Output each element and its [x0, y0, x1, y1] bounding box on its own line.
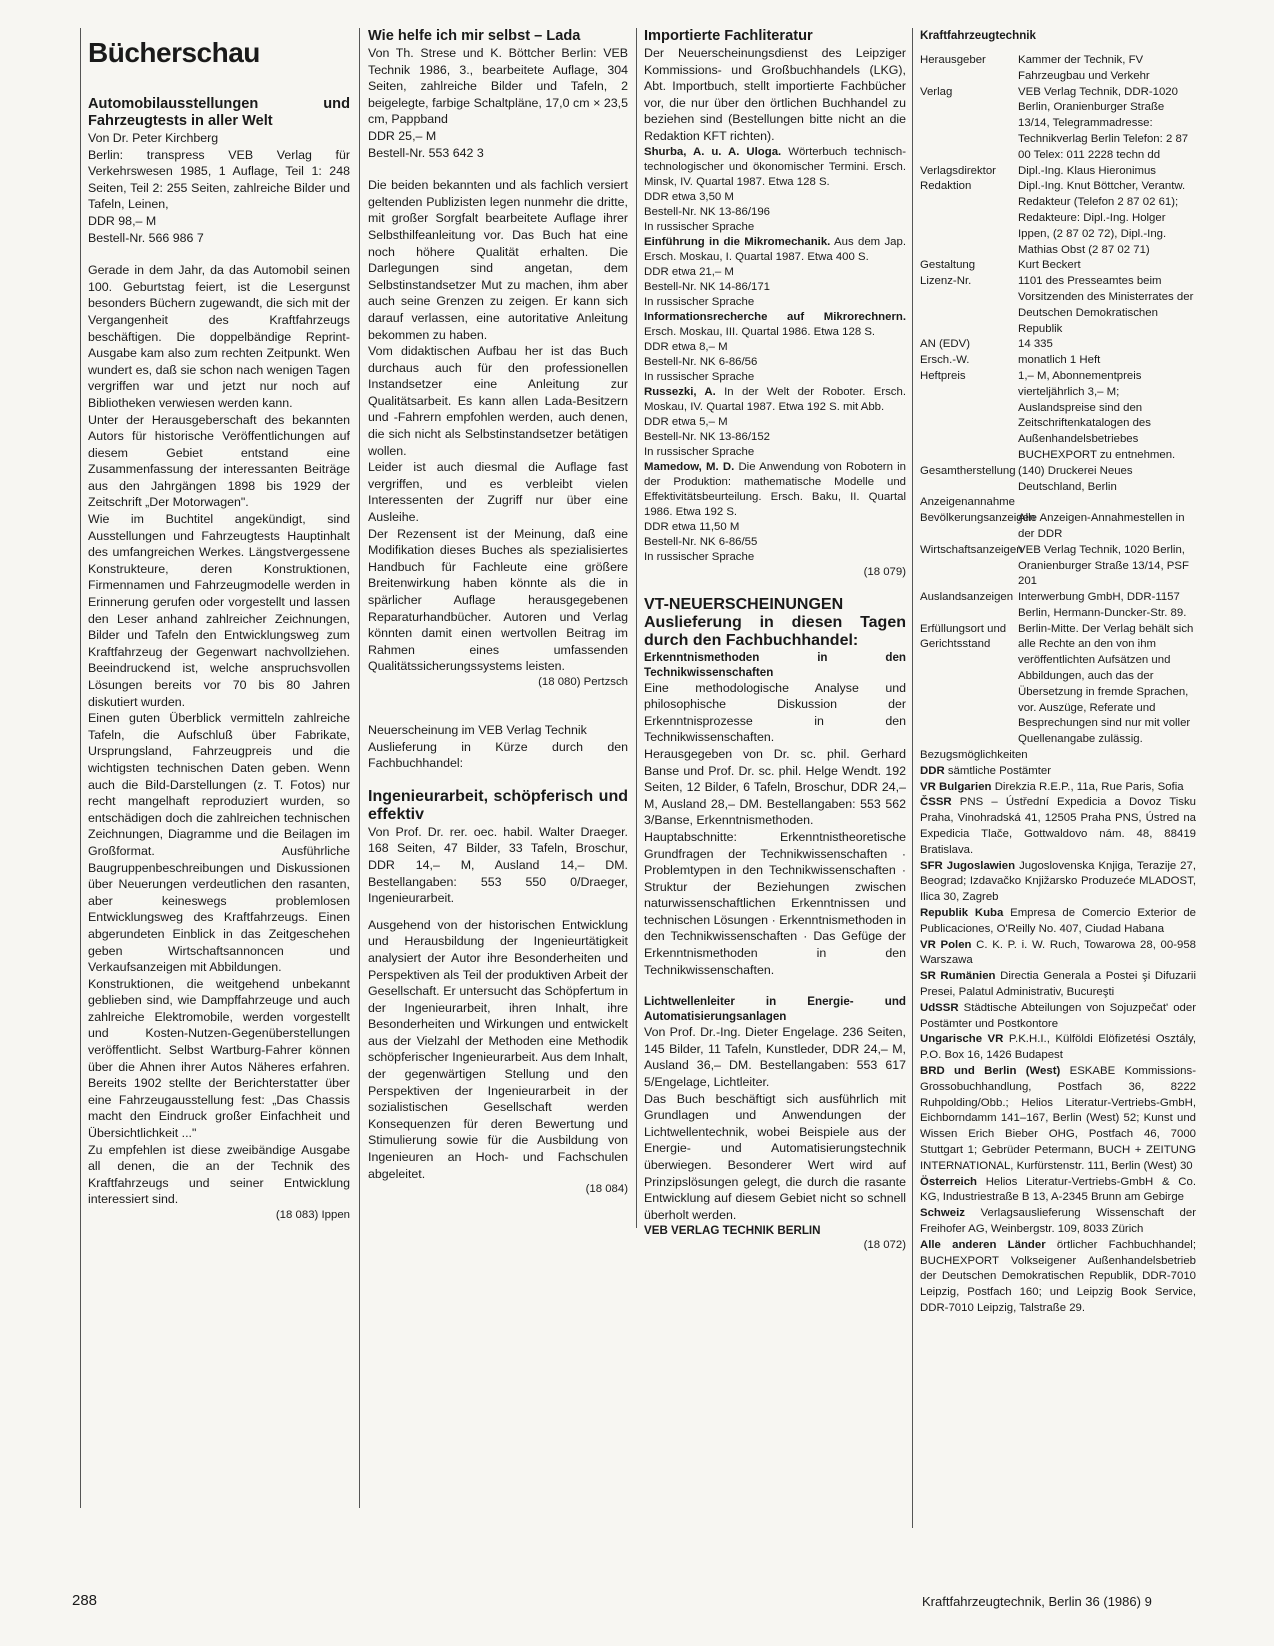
import-entry: Einführung in die Mikromechanik. Aus dem Jap. Ersch. Moskau, I. Quartal 1987. Etwa 400 S.: [644, 235, 906, 263]
bezug-country: Ungarische VR: [920, 1033, 1004, 1046]
review-paragraph: Zu empfehlen ist diese zweibändige Ausgabe all denen, die an der Technik des Kraftfahrzeugs und seiner Entwicklung interessiert sind.: [88, 1142, 350, 1207]
ads-row-label: Wirtschaftsanzeigen: [920, 543, 1023, 556]
imprint-row-value: Dipl.-Ing. Knut Böttcher, Verantw. Redakteur (Telefon 2 87 02 61); Redakteure: Dipl.-Ing. Holger Ippen, (2 87 02 72), Dipl.-Ing. Mathias Obst (2 87 02 71): [1018, 180, 1186, 256]
import-title: Importierte Fachliteratur: [644, 28, 813, 44]
entry-author: Mamedow, M. D.: [644, 460, 735, 473]
bezug-text: örtlicher Fachbuchhandel; BUCHEXPORT Volkseigener Außenhandelsbetrieb der Deutschen Demokratischen Republik, DDR-7010 Leipzig, Postfach 160; und Leipzig Book Service, DDR-7010 Leipzig, Talstraße 29.: [920, 1238, 1196, 1314]
review-column-2: [368, 28, 628, 1197]
imprint-row-label: Redaktion: [920, 180, 972, 193]
review-paragraph: Unter der Herausgeberschaft des bekannten Autors für historische Veröffentlichungen auf diesem Gebiet entstand eine Zusammenfassung der interessanten Beiträge aus den Jahrgängen 1898 bis 1929 der Zeitschrift „Der Motorwagen".: [88, 412, 350, 510]
review-paragraph: Die beiden bekannten und als fachlich versiert geltenden Publizisten legen nunmehr die dritte, mit großer Sorgfalt bearbeitete Auflage ihrer Selbsthilfeanleitung vor. Das Buch hat eine noch höhere Qualität erhalten. Die Darlegungen sind angetan, dem Selbstinstandsetzer Mut zu machen, ihm aber auch seine Grenzen zu zeigen. Er kann sich darauf verlassen, eine autoritative Anleitung bekommen zu haben.: [368, 178, 628, 342]
imprint-row-label: Gesamtherstellung: [920, 464, 1016, 477]
imprint-column: [920, 28, 1196, 1317]
imprint-row: [920, 274, 1196, 337]
imprint-row: [920, 85, 1196, 164]
bezug-country: Österreich: [920, 1175, 977, 1188]
import-intro: Der Neuerscheinungsdienst des Leipziger Kommissions- und Großbuchhandels (LKG), Abt. Importbuch, stellt importierte Fachbücher vor, die nur über den örtlichen Buchhandel zu beziehen sind (Bestellungen bitte nicht an die Redaktion KFT richten).: [644, 46, 906, 143]
vt-book-title: Lichtwellenleiter in Energie- und Automatisierungsanlagen: [644, 995, 906, 1024]
imprint-row-label: Ersch.-W.: [920, 354, 970, 367]
vt-publisher: VEB VERLAG TECHNIK BERLIN: [644, 1224, 821, 1238]
bezug-text: PNS – Ústřední Expedicia a Dovoz Tisku Praha, Vinohradská 41, 12505 Praha PNS, Ústred na Expedicia Tlače, Gottwaldovo nám. 48, 88419 Bratislava.: [920, 796, 1196, 856]
vt-book-contents: Hauptabschnitte: Erkenntnistheoretische Grundfragen der Technikwissenschaften · Problemtypen in den Technikwissenschaften · Struktur der Beziehungen zwischen naturwissenschaftlichen Erkenntnissen und technischen Lösungen · Erkenntnismethoden in den Technikwissenschaften · Das Gefüge der Erkenntnismethoden in den Technikwissenschaften.: [644, 829, 906, 977]
bezug-entry: [920, 764, 1196, 780]
bezug-text: Direkzia R.E.P., 11a, Rue Paris, Sofia: [994, 780, 1184, 793]
review-paragraph: Vom didaktischen Aufbau her ist das Buch durchaus auch für den professionellen Instandsetzer eine Anleitung zur Qualitätsarbeit. Es kann allen Lada-Besitzern und -Fahrern empfohlen werden, auch denen, die sich nicht als Selbstinstandsetzer betätigen wollen.: [368, 344, 628, 458]
entry-author: Russezki, A.: [644, 385, 716, 398]
ads-list: [920, 511, 1196, 748]
bezug-text: C. K. P. i. W. Ruch, Towarowa 28, 00-958 Warszawa: [920, 938, 1196, 967]
ads-row: [920, 590, 1196, 622]
bezug-list: [920, 764, 1196, 1317]
bezug-country: UdSSR: [920, 1001, 959, 1014]
imprint-row-label: Heftpreis: [920, 369, 966, 382]
import-column: Importierte Fachliteratur Der Neuerscheinungsdienst des Leipziger Kommissions- und Großbuchhandels (LKG), Abt. Importbuch, stellt importierte Fachbücher vor, die nur über den örtlichen Buchhandel zu beziehen sind (Bestellungen bitte nicht an die Redaktion KFT richten). Shurba, A. u. A. Uloga. Wörterbuch technisch-technologischer und ökonomischer Termini. Ersch. Minsk, IV. Quartal 1987. Etwa 128 S. DDR etwa 3,50 M Bestell-Nr. NK 13-86/196 In russischer Sprache Einführung in die Mikromechanik. Aus dem Jap. Ersch. Moskau, I. Quartal 1987. Etwa 400 S. DDR etwa 21,– M Bestell-Nr. NK 14-86/171 In russischer Sprache Informationsrecherche auf Mikrorechnern. Ersch. Moskau, III. Quartal 1986. Etwa 128 S. DDR etwa 8,– M Bestell-Nr. NK 6-86/56 In russischer Sprache Russezki, A. In der Welt der Roboter. Ersch. Moskau, IV. Quartal 1987. Etwa 192 S. mit Abb. DDR etwa 5,– M Bestell-Nr. NK 13-86/152 In russischer Sprache Mamedow, M. D. Die Anwendung von Robotern in der Produktion: mathematische Modelle und Effektivitätsbeurteilung. Ersch. Baku, II. Quartal 1986. Etwa 192 S. DDR etwa 11,50 M Bestell-Nr. NK 6-86/55 In russischer Sprache (18 079) VT-NEUERSCHEINUNGEN Auslieferung in diesen Tagen durch den Fachbuchhandel: Erkenntnismethoden in den Technikwissenschaften Eine methodologische Analyse und philosophische Diskussion der Erkenntnisprozesse in den Technikwissenschaften. Herausgegeben von Dr. sc. phil. Gerhard Banse und Prof. Dr. sc. phil. Helge Wendt. 192 Seiten, 12 Bilder, 6 Tafeln, Broschur, DDR 24,– M, Ausland 28,– DM. Bestellangaben: 553 562 3/Banse, Erkenntnismethoden. Hauptabschnitte: Erkenntnistheoretische Grundfragen der Technikwissenschaften · Problemtypen in den Technikwissenschaften · Struktur der Beziehungen zwischen naturwissenschaftlichen Erkenntnissen und technischen Lösungen · Erkenntnismethoden in den Technikwissenschaften · Das Gefüge der Erkenntnismethoden in den Technikwissenschaften. Lichtwellenleiter in Energie- und Automatisierungsanlagen Von Prof. Dr.-Ing. Dieter Engelage. 236 Seiten, 145 Bilder, 11 Tafeln, Kunstleder, DDR 24,– M, Ausland 36,– DM. Bestellangaben: 553 617 5/Engelage, Lichtleiter. Das Buch beschäftigt sich ausführlich mit Grundlagen und Anwendungen der Lichtwellentechnik, wobei Beispiele aus der Energie- und Automatisierungstechnik überwiegen. Besonderer Wert wird auf Prinzipslösungen gelegt, die durch die rasante Entwicklung auf diesem Gebiet nicht so schnell überholt werden. VEB VERLAG TECHNIK BERLIN (18 072): [644, 28, 906, 1252]
ads-row-value: Alle Anzeigen-Annahmestellen in der DDR: [1018, 512, 1185, 540]
bezug-entry: [920, 1064, 1196, 1175]
imprint-row-label: AN (EDV): [920, 338, 970, 351]
entry-title: Informationsrecherche auf Mikrorechnern.: [644, 310, 906, 323]
import-signature: (18 079): [863, 565, 906, 578]
review-paragraph: Konstruktionen, die weitgehend unbekannt geblieben sind, wie Dampffahrzeuge und auch zahlreiche Elektromobile, werden vorgestellt und Kosten-Nutzen-Gegenüberstellungen veröffentlicht. Selbst Wartburg-Fahrer können über die Ahnen ihrer Autos Näheres erfahren. Bereits 1902 stellte der Berichterstatter über eine Fahrzeugausstellung fest: „Das Chassis macht den Eindruck großer Einfachheit und Übersichtlichkeit ...": [88, 976, 350, 1141]
bezug-country: ČSSR: [920, 796, 952, 809]
review-paragraph: Einen guten Überblick vermitteln zahlreiche Tafeln, die Aufschluß über Fabrikate, Ursprungsland, Fahrzeugpreis und die wichtigsten technischen Daten geben. Wenn auch die Bild-Darstellungen (z. T. Fotos) nur recht mangelhaft reproduziert wurden, so entschädigen doch die zahlreichen technischen Zeichnungen, Diagramme und die Beilagen im Großformat. Ausführliche Baugruppenbeschreibungen und Diskussionen über Neuerungen verdeutlichen den rasanten, aber keineswegs problemlosen Entwicklungsweg des Kraftfahrzeugs. Einen abgerundeten Einblick in das Zeitgeschehen geben Wirtschaftsannoncen und Verkaufsanzeigen mit Abbildungen.: [88, 711, 350, 975]
page-number: 288: [72, 1592, 98, 1609]
bezug-text: ESKABE Kommissions-Grossobuchhandlung, Postfach 36, 8222 Ruhpolding/Obb.; Helios Literatur-Vertriebs-GmbH, Eichborndamm 141–167, Berlin (West) 52; Kunst und Wissen Erich Bieber OHG, Postfach 46, 7000 Stuttgart 1; Gebrüder Petermann, BUCH + ZEITUNG INTERNATIONAL, Kurfürstenstr. 111, Berlin (West) 30: [920, 1065, 1196, 1172]
review-publication: Berlin: transpress VEB Verlag für Verkehrswesen 1985, 1 Auflage, Teil 1: 248 Seiten, Teil 2: 255 Seiten, zahlreiche Bilder und Tafeln, Leinen,: [88, 147, 350, 212]
column-rule-left: [80, 28, 81, 1508]
review-title: Automobilausstellungen und Fahrzeugtests in aller Welt: [88, 96, 350, 129]
bezug-text: Helios Literatur-Vertriebs-GmbH & Co. KG, Industriestraße B 13, A-2345 Brunn am Gebirge: [920, 1175, 1196, 1204]
bezug-entry: [920, 938, 1196, 970]
bezug-text: Jugoslovenska Knjiga, Terazije 27, Beograd; Izdavačko Knjižarsko Produzeće MLADOST, Ilica 30, Zagreb: [920, 859, 1197, 904]
review-publication: Von Th. Strese und K. Böttcher Berlin: VEB Technik 1986, 3., bearbeitete Auflage, 304 Seiten, zahlreiche Bilder und Tafeln, 2 beigelegte, farbige Schaltpläne, 17,0 cm × 23,5 cm, Pappband: [368, 46, 628, 127]
imprint-row: [920, 179, 1196, 258]
imprint-row-value: VEB Verlag Technik, DDR-1020 Berlin, Oranienburger Straße 13/14, Telegrammadresse: Technikverlag Berlin Telefon: 2 87 00 Telex: 011 2228 techn dd: [1018, 85, 1189, 161]
book-description: Ausgehend von der historischen Entwicklung und Herausbildung der Ingenieurtätigkeit analysiert der Autor ihre Besonderheiten und Perspektiven als Teil der produktiven Arbeit der Gesellschaft. Er untersucht das Schöpfertum in der Ingenieurarbeit, ihren Inhalt, ihre Besonderheiten und Wirkungen und entwickelt aus der Vielzahl der Methoden eine Methodik schöpferischer Ingenieurarbeit. Aus dem Inhalt, der gegenwärtigen Stellung und den Perspektiven der Ingenieurarbeit in der sozialistischen Gesellschaft werden Konsequenzen für deren Bewertung und Stimulierung sowie für die Ausbildung von Ingenieuren an Hoch- und Fachschulen abgeleitet.: [368, 917, 628, 1181]
review-price: DDR 98,– M: [88, 213, 157, 228]
notice-text: Neuerscheinung im VEB Verlag Technik: [368, 722, 587, 737]
ads-row-value: Berlin-Mitte. Der Verlag behält sich alle Rechte an den von ihm veröffentlichten Aufsätzen und Abbildungen, auch das der Übersetzung in fremde Sprachen, vor. Auszüge, Referate und Besprechungen sind nur mit voller Quellenangabe zulässig.: [1018, 622, 1194, 746]
imprint-row: [920, 53, 1196, 85]
ads-row-label: Auslandsanzeigen: [920, 591, 1014, 604]
ads-title: Anzeigenannahme: [920, 496, 1015, 509]
imprint-list: [920, 53, 1196, 495]
bezug-country: Republik Kuba: [920, 907, 1004, 920]
imprint-row-label: Verlagsdirektor: [920, 164, 996, 177]
review-price: DDR 25,– M: [368, 128, 437, 143]
bezug-entry: [920, 780, 1196, 796]
section-heading: Bücherschau: [88, 37, 260, 68]
ads-row: [920, 622, 1196, 748]
vt-book-publication: Von Prof. Dr.-Ing. Dieter Engelage. 236 Seiten, 145 Bilder, 11 Tafeln, Kunstleder, DDR 24,– M, Ausland 36,– DM. Bestellangaben: 553 617 5/Engelage, Lichtleiter.: [644, 1025, 906, 1090]
imprint-row: [920, 464, 1196, 496]
imprint-row-value: monatlich 1 Heft: [1018, 354, 1101, 367]
journal-footer: Kraftfahrzeugtechnik, Berlin 36 (1986) 9: [922, 1594, 1152, 1609]
import-entry: Shurba, A. u. A. Uloga. Wörterbuch technisch-technologischer und ökonomischer Termini. Ersch. Minsk, IV. Quartal 1987. Etwa 128 S.: [644, 145, 906, 188]
bezug-country: Alle anderen Länder: [920, 1238, 1046, 1251]
column-rule-3: [912, 28, 913, 1528]
book-signature: (18 084): [585, 1183, 628, 1196]
vt-signature: (18 072): [863, 1239, 906, 1252]
bezug-entry: [920, 1001, 1196, 1033]
ads-row: [920, 543, 1196, 590]
review-order-number: Bestell-Nr. 566 986 7: [88, 230, 204, 245]
book-title: Ingenieurarbeit, schöpferisch und effektiv: [368, 787, 628, 823]
imprint-title: Kraftfahrzeugtechnik: [920, 29, 1036, 42]
entry-author: Shurba, A. u. A. Uloga.: [644, 145, 782, 158]
entry-title: Einführung in die Mikromechanik.: [644, 235, 831, 248]
bezug-text: sämtliche Postämter: [947, 764, 1052, 777]
ads-row-label: Erfüllungsort und Gerichtsstand: [920, 622, 1007, 651]
column-rule-1: [359, 28, 360, 1508]
imprint-row-value: (140) Druckerei Neues Deutschland, Berlin: [1018, 464, 1133, 493]
imprint-row: [920, 258, 1196, 274]
bezug-entry: [920, 1238, 1196, 1317]
vt-book-title: Erkenntnismethoden in den Technikwissenschaften: [644, 650, 906, 679]
ads-row-value: Interwerbung GmbH, DDR-1157 Berlin, Hermann-Duncker-Str. 89.: [1018, 591, 1187, 619]
imprint-row: [920, 337, 1196, 353]
vt-book-publication: Herausgegeben von Dr. sc. phil. Gerhard Banse und Prof. Dr. sc. phil. Helge Wendt. 192 Seiten, 12 Bilder, 6 Tafeln, Broschur, DDR 24,– M, Ausland 28,– DM. Bestellangaben: 553 562 3/Banse, Erkenntnismethoden.: [644, 746, 906, 828]
ads-row-value: VEB Verlag Technik, 1020 Berlin, Oranienburger Straße 13/14, PSF 201: [1018, 543, 1189, 588]
bezug-text: Empresa de Comercio Exterior de Publicaciones, O'Reilly No. 407, Ciudad Habana: [920, 907, 1196, 935]
notice-text: Auslieferung in Kürze durch den Fachbuchhandel:: [368, 739, 628, 771]
review-paragraph: Gerade in dem Jahr, da das Automobil seinen 100. Geburtstag feiert, ist die Lesergunst besonders Büchern zugewandt, die sich mit der Vergangenheit des Kraftfahrzeugs beschäftigen. Die doppelbändige Reprint-Ausgabe kam also zum rechten Zeitpunkt. Wen wundert es, daß sie schon nach wenigen Tagen vergriffen war und jetzt nur noch auf Bibliotheken verwiesen werden kann.: [88, 263, 350, 410]
review-paragraph: Leider ist auch diesmal die Auflage fast vergriffen, und es verbleibt vielen Interessenten der Zugriff nur über eine Ausleihe.: [368, 460, 628, 525]
bezug-country: DDR: [920, 764, 945, 777]
bezug-text: P.K.H.I., Külföldi Elöfizetési Osztály, P.O. Box 16, 1426 Budapest: [920, 1033, 1196, 1062]
imprint-row-label: Lizenz-Nr.: [920, 275, 972, 288]
imprint-row-label: Herausgeber: [920, 54, 986, 66]
bezug-text: Verlagsauslieferung Wissenschaft der Freihofer AG, Weinbergstr. 109, 8033 Zürich: [920, 1207, 1197, 1235]
imprint-row-value: 14 335: [1018, 338, 1053, 351]
vt-book-description: Eine methodologische Analyse und philosophische Diskussion der Erkenntnisprozesse in den Technikwissenschaften.: [644, 680, 906, 745]
ads-row: [920, 511, 1196, 543]
bezug-country: VR Bulgarien: [920, 780, 992, 793]
imprint-row-label: Verlag: [920, 85, 953, 98]
vt-heading: VT-NEUERSCHEINUNGEN Auslieferung in diesen Tagen durch den Fachbuchhandel:: [644, 595, 906, 649]
imprint-row-value: Dipl.-Ing. Klaus Hieronimus: [1018, 164, 1157, 177]
book-publication: Von Prof. Dr. rer. oec. habil. Walter Draeger. 168 Seiten, 47 Bilder, 33 Tafeln, Broschur, DDR 14,– M, Ausland 14,– DM. Bestellangaben: 553 550 0/Draeger, Ingenieurarbeit.: [368, 824, 628, 906]
imprint-row-value: 1,– M, Abonnementpreis vierteljährlich 3,– M; Auslandspreise sind den Zeitschriftenkatalogen des Außenhandelsbetriebes BUCHEXPORT zu entnehmen.: [1018, 369, 1176, 461]
bezug-country: Schweiz: [920, 1207, 965, 1220]
bezug-text: Städtische Abteilungen von Sojuzpečat' oder Postämter und Postkontore: [920, 1001, 1196, 1030]
imprint-row: [920, 369, 1196, 464]
import-entry: Informationsrecherche auf Mikrorechnern. Ersch. Moskau, III. Quartal 1986. Etwa 128 S.: [644, 310, 906, 338]
review-signature: (18 083) Ippen: [275, 1209, 350, 1221]
bezug-country: SR Rumänien: [920, 970, 996, 983]
bezug-entry: [920, 1175, 1196, 1207]
imprint-row-value: 1101 des Presseamtes beim Vorsitzenden des Ministerrates der Deutschen Demokratischen Republik: [1018, 275, 1194, 335]
bezug-country: SFR Jugoslawien: [920, 859, 1016, 872]
review-column-1: [88, 28, 350, 1223]
review-order-number: Bestell-Nr. 553 642 3: [368, 145, 484, 160]
vt-book-description: Das Buch beschäftigt sich ausführlich mit Grundlagen und Anwendungen der Lichtwellentechnik, wobei Beispiele aus der Energie- und Automatisierungstechnik überwiegen. Besonderer Wert wird auf Prinzipslösungen gelegt, die durch die rasante Entwicklung auf diesem Gebiet nicht so schnell überholt werden.: [644, 1091, 906, 1222]
imprint-row: [920, 353, 1196, 369]
bezug-country: VR Polen: [920, 938, 972, 951]
review-title: Wie helfe ich mir selbst – Lada: [368, 28, 581, 44]
review-author: Von Dr. Peter Kirchberg: [88, 131, 219, 145]
bezug-entry: [920, 1032, 1196, 1064]
imprint-row-value: Kurt Beckert: [1018, 259, 1081, 272]
bezug-entry: [920, 906, 1196, 938]
review-paragraph: Der Rezensent ist der Meinung, daß eine Modifikation dieses Buches als spezialisiertes Handbuch für Fachleute eine größere Breitenwirkung haben könnte als die in spärlicher Auflage herausgegebenen Reparaturhandbücher. Autoren und Verlag könnten damit einen wertvollen Beitrag im Rahmen eines umfassenden Qualitätssicherungssystems leisten.: [368, 526, 628, 674]
imprint-row-label: Gestaltung: [920, 259, 976, 272]
column-rule-2: [636, 28, 637, 1228]
import-entry: Russezki, A. In der Welt der Roboter. Ersch. Moskau, IV. Quartal 1987. Etwa 192 S. mit Abb.: [644, 385, 906, 413]
bezug-entry: [920, 795, 1196, 858]
ads-row-label: Bevölkerungsanzeigen: [920, 512, 1036, 525]
bezug-entry: [920, 1206, 1196, 1238]
review-signature: (18 080) Pertzsch: [538, 675, 628, 688]
bezug-text: Directia Generala a Postei şi Difuzarii Presei, Palatul Administrativ, Bucureşti: [920, 970, 1196, 999]
review-paragraph: Wie im Buchtitel angekündigt, sind Ausstellungen und Fahrzeugtests Hauptinhalt des umfangreichen Werkes. Längstvergessene Konstrukteure, deren Konstruktionen, Firmennamen und Fahrzeugmodelle werden in Erinnerung gerufen oder vorgestellt und lassen den Leser anhand zahlreicher Zeichnungen, Bilder und Tafeln den Entwicklungsweg zum Kraftfahrzeug der Gegenwart nachvollziehen. Beeindruckend ist, welche anspruchsvollen Lösungen bereits vor 70 bis 80 Jahren diskutiert wurden.: [88, 512, 350, 709]
bezug-entry: [920, 969, 1196, 1001]
import-entry: Mamedow, M. D. Die Anwendung von Robotern in der Produktion: mathematische Modelle und Effektivitätsbeurteilung. Ersch. Baku, II. Quartal 1986. Etwa 192 S.: [644, 460, 906, 518]
bezug-country: BRD und Berlin (West): [920, 1065, 1061, 1077]
bezug-title: Bezugsmöglichkeiten: [920, 749, 1028, 762]
imprint-row: [920, 164, 1196, 180]
bezug-entry: [920, 859, 1196, 906]
imprint-row-value: Kammer der Technik, FV Fahrzeugbau und Verkehr: [1018, 54, 1150, 82]
